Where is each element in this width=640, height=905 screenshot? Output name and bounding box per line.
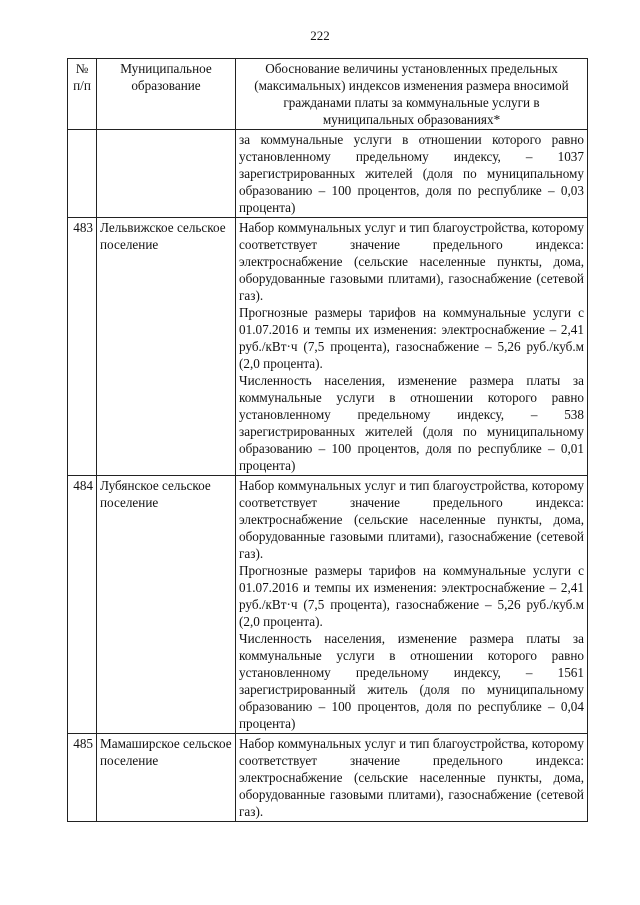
row-municipality: Лельвижское сельское поселение <box>97 218 236 476</box>
table-row <box>68 734 588 822</box>
row-justification <box>236 218 588 476</box>
row-municipality: Мамаширское сельское поселение <box>97 734 236 822</box>
row-justification <box>236 130 588 218</box>
paragraph: за коммунальные услуги в отношении которого равно установленному предельному индексу, – 1037 зарегистрированных жителей (доля по муниципальному образованию – 100 процентов, доля по республике – 0,03 процента) <box>239 132 584 215</box>
paragraph: Прогнозные размеры тарифов на коммунальные услуги с 01.07.2016 и темпы их изменения: электроснабжение – 2,41 руб./кВт·ч (7,5 процента), газоснабжение – 5,26 руб./куб.м (2,0 процента). <box>239 563 584 629</box>
paragraph: Прогнозные размеры тарифов на коммунальные услуги с 01.07.2016 и темпы их изменения: электроснабжение – 2,41 руб./кВт·ч (7,5 процента), газоснабжение – 5,26 руб./куб.м (2,0 процента). <box>239 305 584 371</box>
row-num: 484 <box>68 476 97 734</box>
tariff-table <box>67 58 588 822</box>
paragraph: Набор коммунальных услуг и тип благоустройства, которому соответствует значение предельного индекса: электроснабжение (сельские населенные пункты, дома, оборудованные газовыми плитами), газоснабжение (сетевой газ). <box>239 220 584 303</box>
paragraph: Численность населения, изменение размера платы за коммунальные услуги в отношении которого равно установленному предельному индексу, – 1561 зарегистрированный житель (доля по муниципальному образованию – 100 процентов, доля по республике – 0,04 процента) <box>239 631 584 731</box>
row-justification <box>236 476 588 734</box>
table-row <box>68 476 588 734</box>
row-justification <box>236 734 588 822</box>
row-municipality <box>97 130 236 218</box>
page-number: 222 <box>310 28 330 43</box>
paragraph: Набор коммунальных услуг и тип благоустройства, которому соответствует значение предельного индекса: электроснабжение (сельские населенные пункты, дома, оборудованные газовыми плитами), газоснабжение (сетевой газ). <box>239 736 584 819</box>
table-header-row <box>68 59 588 130</box>
header-municipality: Муниципальное образование <box>97 59 236 130</box>
table-row <box>68 130 588 218</box>
row-municipality: Лубянское сельское поселение <box>97 476 236 734</box>
row-num: 483 <box>68 218 97 476</box>
paragraph: Набор коммунальных услуг и тип благоустройства, которому соответствует значение предельного индекса: электроснабжение (сельские населенные пункты, дома, оборудованные газовыми плитами), газоснабжение (сетевой газ). <box>239 478 584 561</box>
table-row <box>68 218 588 476</box>
row-num: 485 <box>68 734 97 822</box>
paragraph: Численность населения, изменение размера платы за коммунальные услуги в отношении которого равно установленному предельному индексу, – 538 зарегистрированных жителей (доля по муниципальному образованию – 100 процентов, доля по республике – 0,01 процента) <box>239 373 584 473</box>
row-num <box>68 130 97 218</box>
header-num: № п/п <box>68 59 97 130</box>
header-justification: Обоснование величины установленных предельных (максимальных) индексов изменения размера вносимой гражданами платы за коммунальные услуги в муниципальных образованиях* <box>236 59 588 130</box>
